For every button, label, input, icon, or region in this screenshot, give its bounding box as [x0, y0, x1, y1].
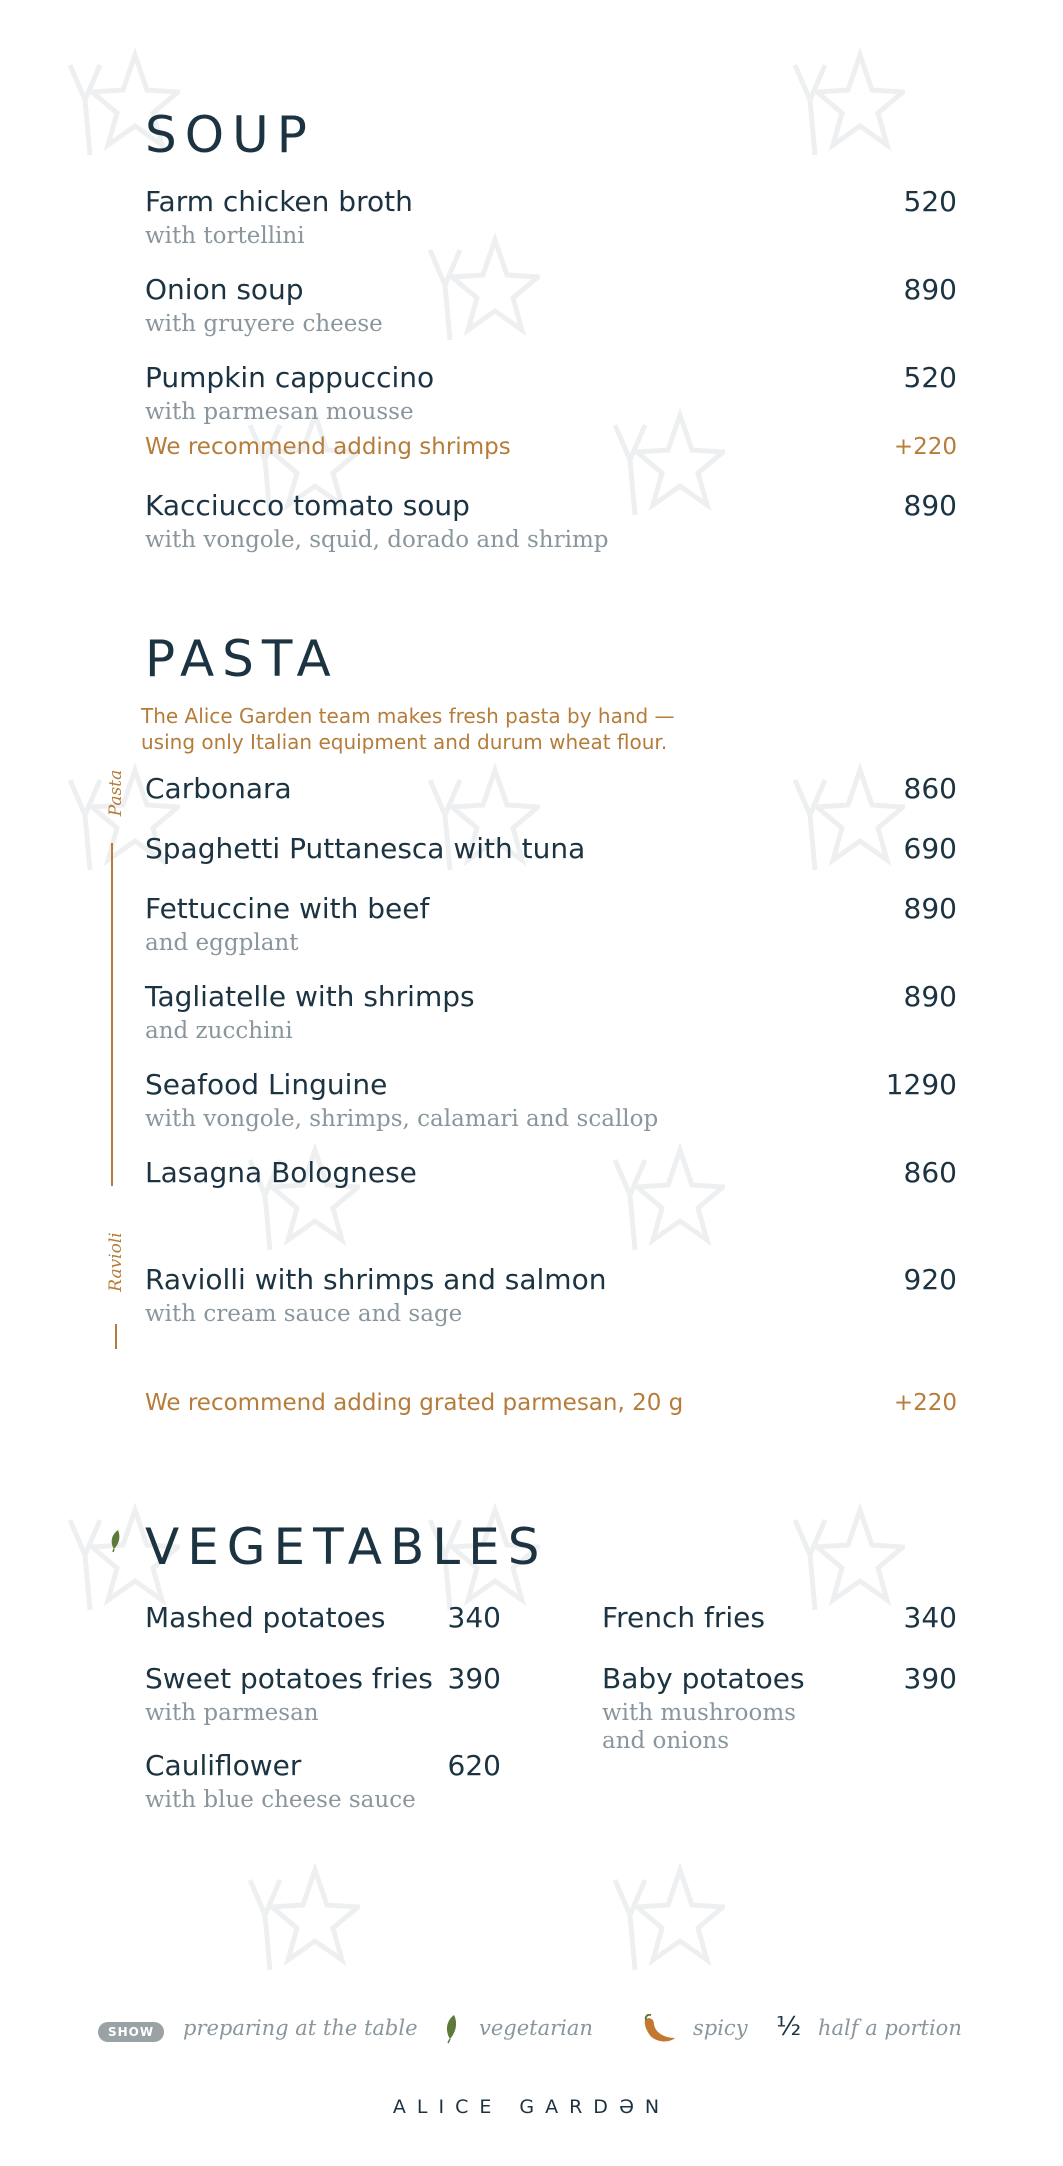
- item-name: French fries: [602, 1601, 765, 1634]
- pasta-intro: [141, 703, 675, 755]
- item-name: Mashed potatoes: [145, 1601, 386, 1634]
- item-description: with parmesan: [145, 1700, 319, 1726]
- chili-icon: [641, 2014, 677, 2044]
- section-title-vegetables: VEGETABLES: [145, 1518, 548, 1576]
- show-badge: SHOW: [98, 2022, 164, 2042]
- item-price: 890: [903, 489, 957, 522]
- half-portion-icon: ½: [776, 2012, 802, 2042]
- menu-item: [145, 361, 957, 425]
- menu-item: [602, 1662, 957, 1755]
- item-name: Lasagna Bolognese: [145, 1156, 417, 1189]
- pasta-intro-line: The Alice Garden team makes fresh pasta by hand —: [141, 704, 675, 728]
- menu-item: [145, 1068, 957, 1132]
- item-price: 890: [903, 273, 957, 306]
- item-price: 520: [903, 185, 957, 218]
- watermark-logo: [230, 1860, 360, 1990]
- item-price: 390: [903, 1662, 957, 1695]
- item-price: 390: [447, 1662, 501, 1695]
- menu-item: [145, 1662, 501, 1726]
- item-price: 620: [447, 1749, 501, 1782]
- item-description: and zucchini: [145, 1018, 293, 1044]
- menu-item: [145, 1601, 501, 1640]
- item-description: with parmesan mousse: [145, 399, 414, 425]
- item-price: 860: [903, 1156, 957, 1189]
- item-name: Spaghetti Puttanesca with tuna: [145, 832, 586, 865]
- side-label-pasta: Pasta: [106, 769, 126, 817]
- leaf-icon: [108, 1529, 122, 1553]
- recommendation-text: We recommend adding grated parmesan, 20 g: [145, 1390, 684, 1416]
- recommendation-parmesan: [145, 1390, 957, 1420]
- item-description: with gruyere cheese: [145, 311, 383, 337]
- menu-item: [145, 892, 957, 956]
- item-description: and eggplant: [145, 930, 299, 956]
- item-description: with cream sauce and sage: [145, 1301, 463, 1327]
- menu-item: [145, 772, 957, 811]
- brand-logo: ALICE GARDƏN: [392, 2096, 671, 2118]
- legend-vegetarian-text: vegetarian: [479, 2016, 593, 2040]
- menu-item: [145, 185, 957, 249]
- item-name: Kacciucco tomato soup: [145, 489, 470, 522]
- legend-half-text: half a portion: [818, 2016, 962, 2040]
- menu-item: [145, 489, 957, 553]
- item-name: Pumpkin cappuccino: [145, 361, 435, 394]
- item-name: Farm chicken broth: [145, 185, 413, 218]
- item-name: Baby potatoes: [602, 1662, 805, 1695]
- menu-item: [145, 1263, 957, 1327]
- item-price: 520: [903, 361, 957, 394]
- item-name: Cauliflower: [145, 1749, 302, 1782]
- item-description: with tortellini: [145, 223, 305, 249]
- recommendation-shrimps: [145, 434, 957, 464]
- menu-item: [145, 1156, 957, 1195]
- item-price: 890: [903, 892, 957, 925]
- item-name: Sweet potatoes fries: [145, 1662, 433, 1695]
- item-name: Raviolli with shrimps and salmon: [145, 1263, 607, 1296]
- item-price: 340: [447, 1601, 501, 1634]
- item-price: 920: [903, 1263, 957, 1296]
- section-title-pasta: PASTA: [145, 630, 339, 688]
- pasta-intro-line: using only Italian equipment and durum wheat flour.: [141, 730, 668, 754]
- item-price: 690: [903, 832, 957, 865]
- item-description: with vongole, squid, dorado and shrimp: [145, 527, 609, 553]
- item-name: Fettuccine with beef: [145, 892, 430, 925]
- item-price: 340: [903, 1601, 957, 1634]
- watermark-logo: [595, 1860, 725, 1990]
- side-rule-ravioli: [115, 1324, 117, 1349]
- recommendation-text: We recommend adding shrimps: [145, 434, 511, 460]
- legend-spicy-text: spicy: [693, 2016, 748, 2040]
- legend-show-text: preparing at the table: [183, 2016, 418, 2040]
- item-price: 890: [903, 980, 957, 1013]
- menu-item: [145, 1749, 501, 1813]
- item-name: Seafood Linguine: [145, 1068, 388, 1101]
- item-name: Tagliatelle with shrimps: [145, 980, 475, 1013]
- watermark-logo: [775, 45, 905, 175]
- menu-item: [145, 832, 957, 871]
- side-label-ravioli: Ravioli: [106, 1232, 126, 1292]
- item-name: Onion soup: [145, 273, 304, 306]
- item-description: with blue cheese sauce: [145, 1787, 416, 1813]
- menu-item: [602, 1601, 957, 1640]
- item-description: with mushrooms: [602, 1700, 796, 1726]
- section-title-soup: SOUP: [145, 106, 315, 164]
- item-description: and onions: [602, 1728, 730, 1754]
- item-name: Carbonara: [145, 772, 292, 805]
- item-price: 860: [903, 772, 957, 805]
- item-price: 1290: [885, 1068, 957, 1101]
- recommendation-price: +220: [893, 434, 957, 460]
- item-description: with vongole, shrimps, calamari and scallop: [145, 1106, 659, 1132]
- recommendation-price: +220: [893, 1390, 957, 1416]
- side-rule-pasta: [111, 843, 113, 1186]
- leaf-icon: [443, 2014, 459, 2044]
- menu-item: [145, 273, 957, 337]
- menu-item: [145, 980, 957, 1044]
